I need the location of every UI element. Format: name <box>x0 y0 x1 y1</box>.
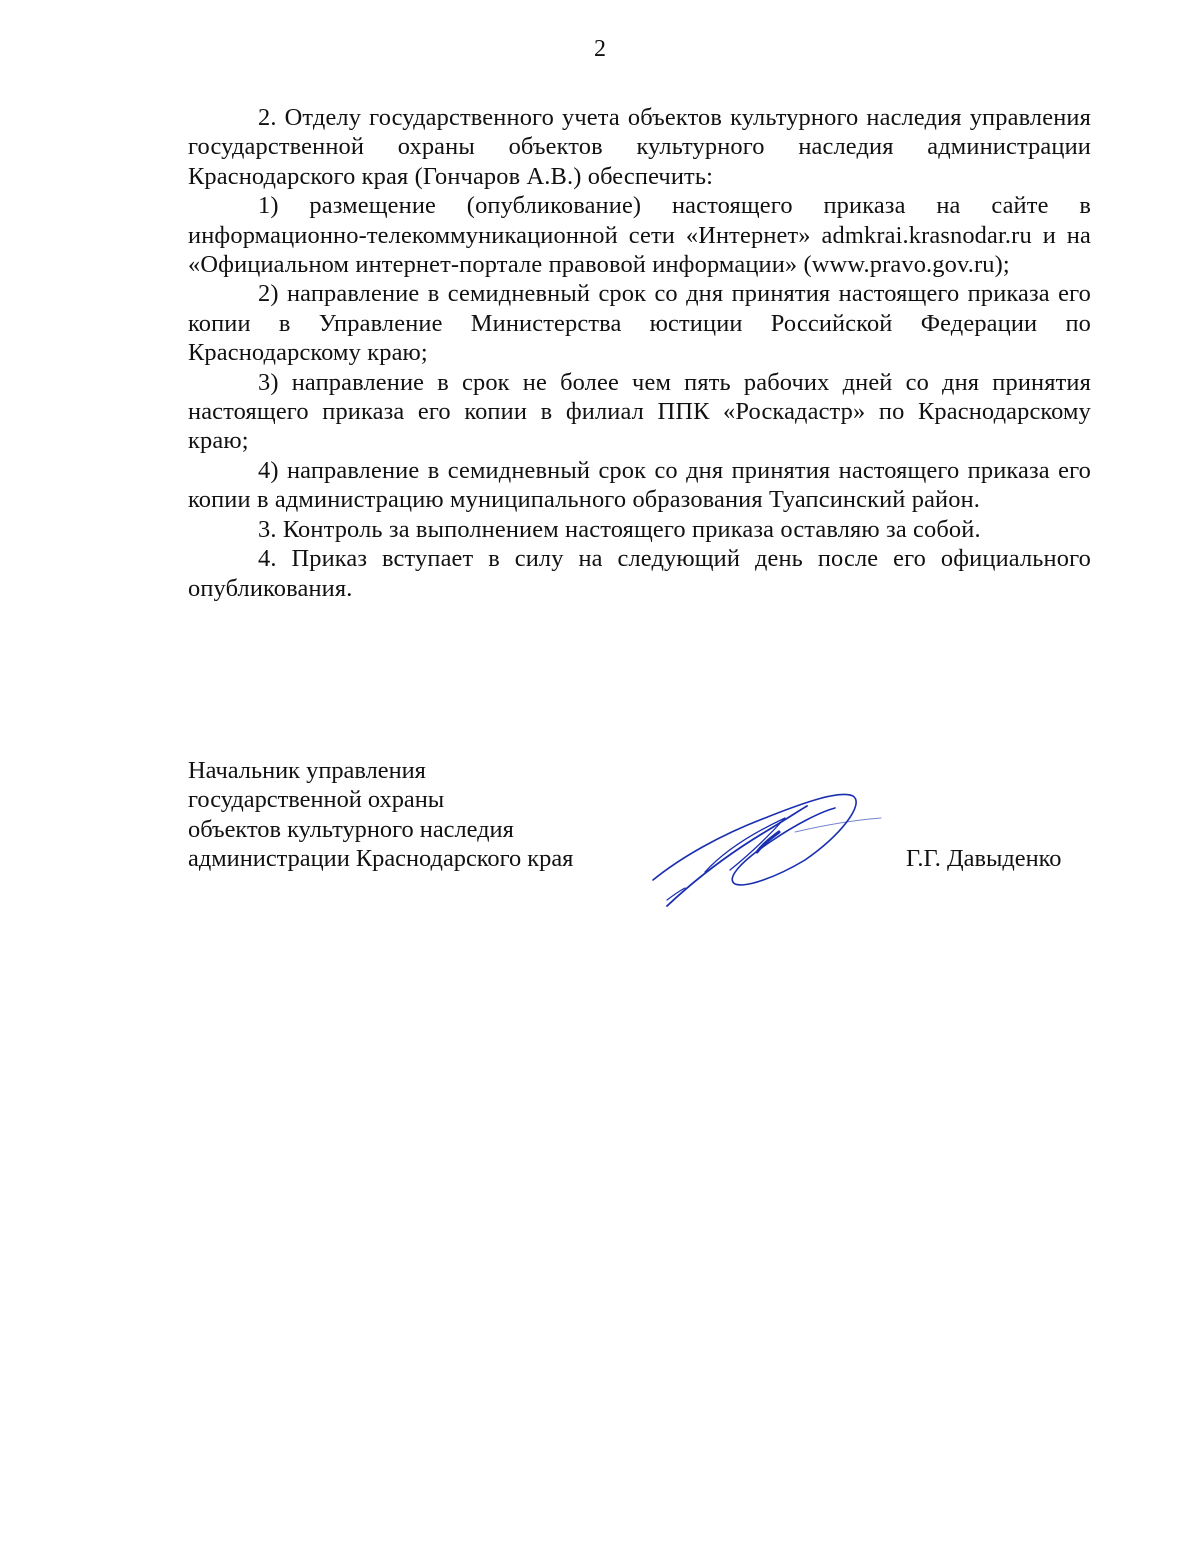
signatory-position-line: объектов культурного наследия <box>188 815 514 843</box>
paragraph-2-item-4: 4) направление в семидневный срок со дня принятия настоящего приказа его копии в администрацию муниципального образования Туапсинский район. <box>188 456 1091 514</box>
paragraph-2: 2. Отделу государственного учета объектов культурного наследия управления государственной охраны объектов культурного наследия администрации Краснодарского края (Гончаров А.В.) обеспечить: <box>188 104 1091 190</box>
paragraph-2-item-1: 1) размещение (опубликование) настоящего приказа на сайте в информационно-телекоммуникационной сети «Интернет» admkrai.krasnodar.ru и на «Официальном интернет-портале правовой информации» (www.pravo.gov.ru); <box>188 192 1091 279</box>
paragraph-3: 3. Контроль за выполнением настоящего приказа оставляю за собой. <box>258 515 981 543</box>
signatory-position-line: администрации Краснодарского края <box>188 845 574 873</box>
paragraph-2-item-3: 3) направление в срок не более чем пять рабочих дней со дня принятия настоящего приказа его копии в филиал ППК «Роскадастр» по Краснодарскому краю; <box>188 368 1091 455</box>
paragraph-4: 4. Приказ вступает в силу на следующий день после его официального опубликования. <box>188 545 1091 602</box>
document-body <box>188 103 1091 603</box>
page-number: 2 <box>594 36 606 62</box>
signature-stroke <box>653 794 856 884</box>
signatory-name: Г.Г. Давыденко <box>906 845 1062 872</box>
signatory-position-line: государственной охраны <box>188 786 445 814</box>
handwritten-signature <box>645 780 885 915</box>
paragraph-2-item-2: 2) направление в семидневный срок со дня принятия настоящего приказа его копии в Управление Министерства юстиции Российской Федерации по Краснодарскому краю; <box>188 280 1091 367</box>
signatory-position <box>188 756 628 874</box>
signatory-position-line: Начальник управления <box>188 757 426 784</box>
